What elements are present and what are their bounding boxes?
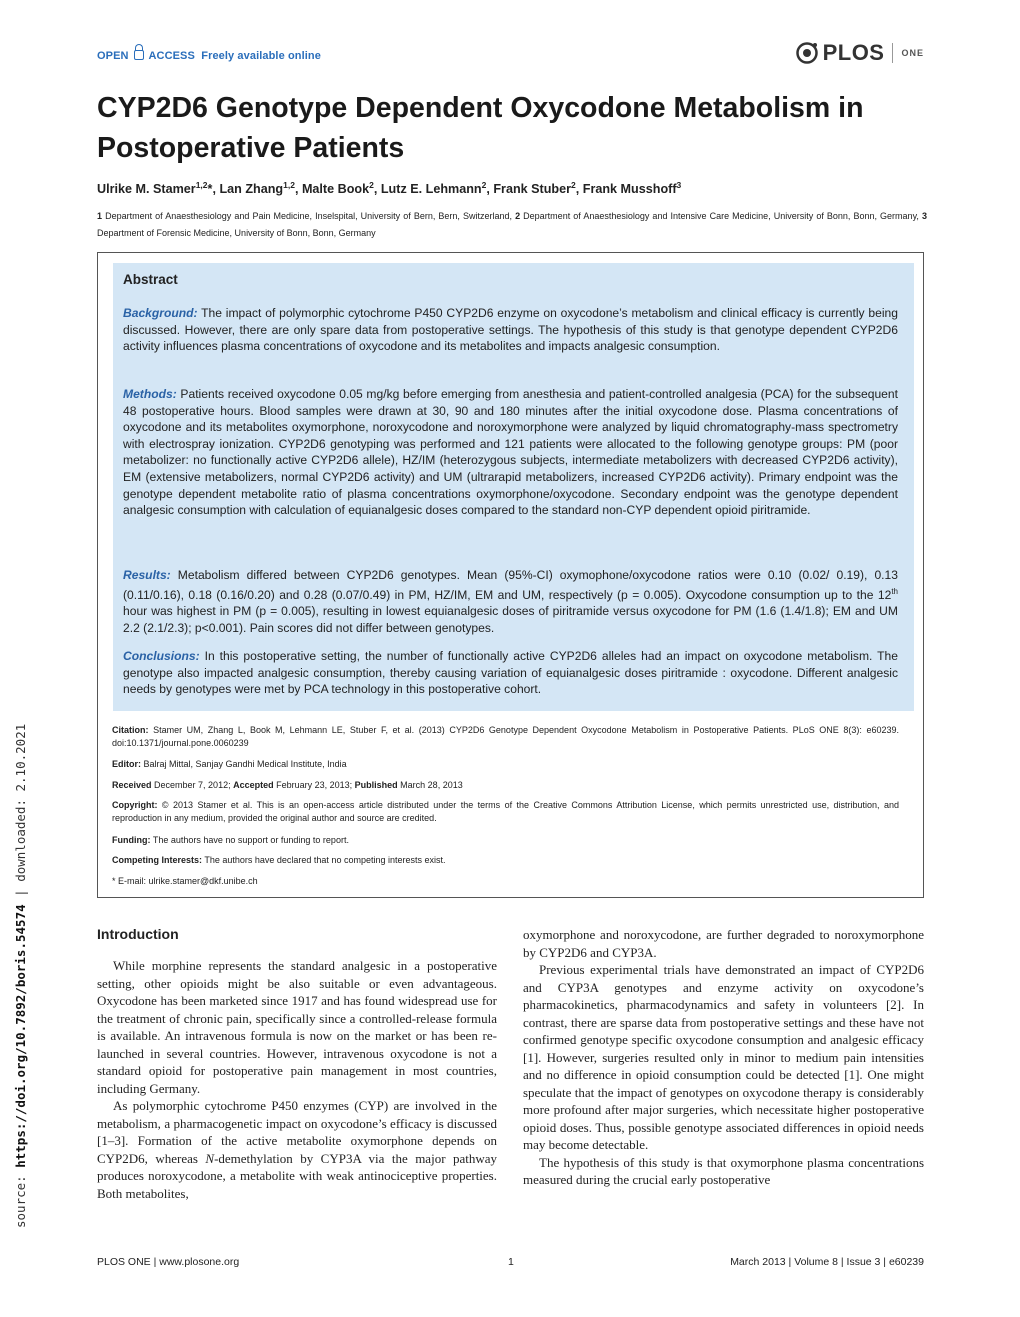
affiliations: 1 Department of Anaesthesiology and Pain Medicine, Inselspital, University of Bern, Bern, Switzerland, 2 Department of Anaesthesiology and Intensive Care Medicine, University of Bonn, Bonn, Germany, 3 Department of Forensic Medicine, University of Bonn, Bonn, Germany (97, 211, 927, 238)
doi-link[interactable]: https://doi.org/10.7892/boris.54574 (13, 904, 28, 1168)
freely-available-label: Freely available online (201, 50, 321, 62)
abstract-background: Background: The impact of polymorphic cytochrome P450 CYP2D6 enzyme on oxycodone’s metabolism and clinical efficacy is currently being discussed. However, there are only spare data from postoperative settings. The hypothesis of this study is that genotype dependent CYP2D6 activity influences plasma concentrations of oxycodone and its metabolites and impacts analgesic consumption. (123, 306, 898, 354)
author-2[interactable]: Lan Zhang$^{1,2}$ (219, 180, 295, 197)
logo-divider (892, 43, 893, 63)
page-number: 1 (508, 1256, 514, 1268)
intro-paragraph-5: The hypothesis of this study is that oxymorphone plasma concentrations measured during the crucial early postoperative (523, 1154, 924, 1187)
editor: Editor: Balraj Mittal, Sanjay Gandhi Medical Institute, India (112, 759, 347, 769)
abstract-results: Results: Metabolism differed between CYP2D6 genotypes. Mean (95%-CI) oxymophone/oxycodone ratios were 0.10 (0.02/ 0.19), 0.13 (0.11/0.16), 0.18 (0.16/0.20) and 0.28 (0.07/0.49) in PM, HZ/IM, EM and UM, respectively (p = 0.005). Oxycodone consumption up to the 12th hour was highest in PM (p = 0.005), resulting in lowest equianalgesic doses of piritramide versus oxycodone for PM (1.6 (1.4/1.8); EM and UM 2.2 (2.1/2.3); p<0.001). Pain scores did not differ between genotypes. (123, 568, 898, 635)
author-3[interactable]: Malte Book$^2$ (301, 180, 374, 197)
footer-issue: March 2013 | Volume 8 | Issue 3 | e60239 (730, 1256, 924, 1268)
open-label: OPEN (97, 50, 129, 62)
corresponding-email[interactable]: * E-mail: ulrike.stamer@dkf.unibe.ch (112, 876, 258, 886)
author-6[interactable]: Frank Musshoff$^3$ (582, 180, 682, 197)
abstract-conclusions: Conclusions: In this postoperative setting, the number of functionally active CYP2D6 alleles had an impact on oxycodone metabolism. The genotype also impacted analgesic consumption, thereby causing variation of equianalgesic doses piritramide : oxycodone. Different analgesic needs by genotypes were met by PCA technology in this postoperative cohort. (123, 649, 898, 697)
intro-left-column (97, 957, 497, 1202)
access-label: ACCESS (148, 50, 195, 62)
lock-open-icon (134, 50, 144, 60)
source-watermark: source: https://doi.org/10.7892/boris.54574 | downloaded: 2.10.2021 (13, 723, 28, 1228)
intro-paragraph-1: While morphine represents the standard analgesic in a postoperative setting, other opioids might be also suitable or even advantageous. Oxycodone has been marketed since 1917 and has found widespread use for the treatment of chronic pain, specifically since a controlled-release formula is available. An intravenous formula is now on the market or has been re-launched in several countries. However, intravenous oxycodone is not a standard opioid for postoperative pain management in most countries, including Germany. (97, 958, 497, 1096)
article-title: CYP2D6 Genotype Dependent Oxycodone Metabolism in Postoperative Patients (97, 92, 864, 164)
competing-interests: Competing Interests: The authors have declared that no competing interests exist. (112, 855, 446, 865)
open-access-banner (97, 50, 321, 62)
dates: Received December 7, 2012; Accepted February 23, 2013; Published March 28, 2013 (112, 780, 463, 790)
citation: Citation: Stamer UM, Zhang L, Book M, Lehmann LE, Stuber F, et al. (2013) CYP2D6 Genotype Dependent Oxycodone Metabolism in Postoperative Patients. PLoS ONE 8(3): e60239. doi:10.1371/journal.pone.0060239 (112, 725, 899, 748)
intro-paragraph-4: Previous experimental trials have demonstrated an impact of CYP2D6 and CYP3A genotypes and enzyme activity on oxycodone’s pharmacokinetics, pharmacodynamics and safety in volunteers [2]. In contrast, there are sparse data from postoperative settings and these have not confirmed genotype specific oxycodone consumption and analgesic efficacy [1]. However, surgeries resulted only in minor to medium pain intensities and no difference in opioid consumption could be detected [1]. One might speculate that the impact of genotypes on oxycodone therapy is considerably more profound after major surgeries, which necessitate higher postoperative opioid doses. Thus, possible genotype associated differences in opioid needs may become detectable. (523, 962, 924, 1152)
author-1[interactable]: Ulrike M. Stamer$^{1,2}$* (97, 180, 213, 197)
intro-paragraph-2: As polymorphic cytochrome P450 enzymes (CYP) are involved in the metabolism, a pharmacogenetic impact on oxycodone’s efficacy is discussed [1–3]. Formation of the active metabolite oxymorphone depends on CYP2D6, whereas N-demethylation by CYP3A via the major pathway produces noroxycodone, a metabolite with weak antinociceptive properties. Both metabolites, (97, 1098, 497, 1201)
plos-one-logo[interactable] (795, 40, 924, 66)
intro-paragraph-3: oxymorphone and noroxycodone, are further degraded to noroxymorphone by CYP2D6 and CYP3A. (523, 927, 924, 960)
abstract-methods: Methods: Patients received oxycodone 0.05 mg/kg before emerging from anesthesia and patient-controlled analgesia (PCA) for the subsequent 48 postoperative hours. Blood samples were drawn at 30, 90 and 180 minutes after the initial oxycodone dose. Plasma concentrations of oxycodone and its metabolites oxymorphone, noroxycodone and noroxymorphone were analyzed by liquid chromatography-mass spectrometry with electrospray ionization. CYP2D6 genotyping was performed and 121 patients were allocated to the following genotype groups: PM (poor metabolizer: no functionally active CYP2D6 allele), HZ/IM (heterozygous subjects, intermediate metabolizers with decreased CYP2D6 activity), EM (extensive metabolizers, normal CYP2D6 activity) and UM (ultrarapid metabolizers, increased CYP2D6 activity). Primary endpoint was the genotype dependent metabolite ratio of plasma concentrations oxymorphone/oxycodone. Secondary endpoint was the genotype dependent analgesic consumption with calculation of equianalgesic doses compared to the standard non-CYP dependent opioid piritramide. (123, 387, 898, 518)
abstract-heading: Abstract (123, 272, 178, 287)
footer-journal[interactable]: PLOS ONE | www.plosone.org (97, 1256, 240, 1268)
author-list: Ulrike M. Stamer$^{1,2}$*, Lan Zhang$^{1,2}$, Malte Book$^2$, Lutz E. Lehmann$^2$, Frank Stuber$^2$, Frank Musshoff$^3$ (97, 180, 682, 197)
plos-circle-icon (795, 41, 819, 65)
author-5[interactable]: Frank Stuber$^2$ (493, 180, 576, 197)
intro-right-column (523, 926, 924, 1189)
plos-wordmark: PLOS (822, 40, 885, 65)
copyright: Copyright: © 2013 Stamer et al. This is an open-access article distributed under the terms of the Creative Commons Attribution License, which permits unrestricted use, distribution, and reproduction in any medium, provided the original author and source are credited. (112, 800, 899, 823)
author-4[interactable]: Lutz E. Lehmann$^2$ (380, 180, 487, 197)
funding: Funding: The authors have no support or funding to report. (112, 835, 349, 845)
introduction-heading: Introduction (97, 926, 179, 942)
one-wordmark: ONE (901, 48, 924, 58)
